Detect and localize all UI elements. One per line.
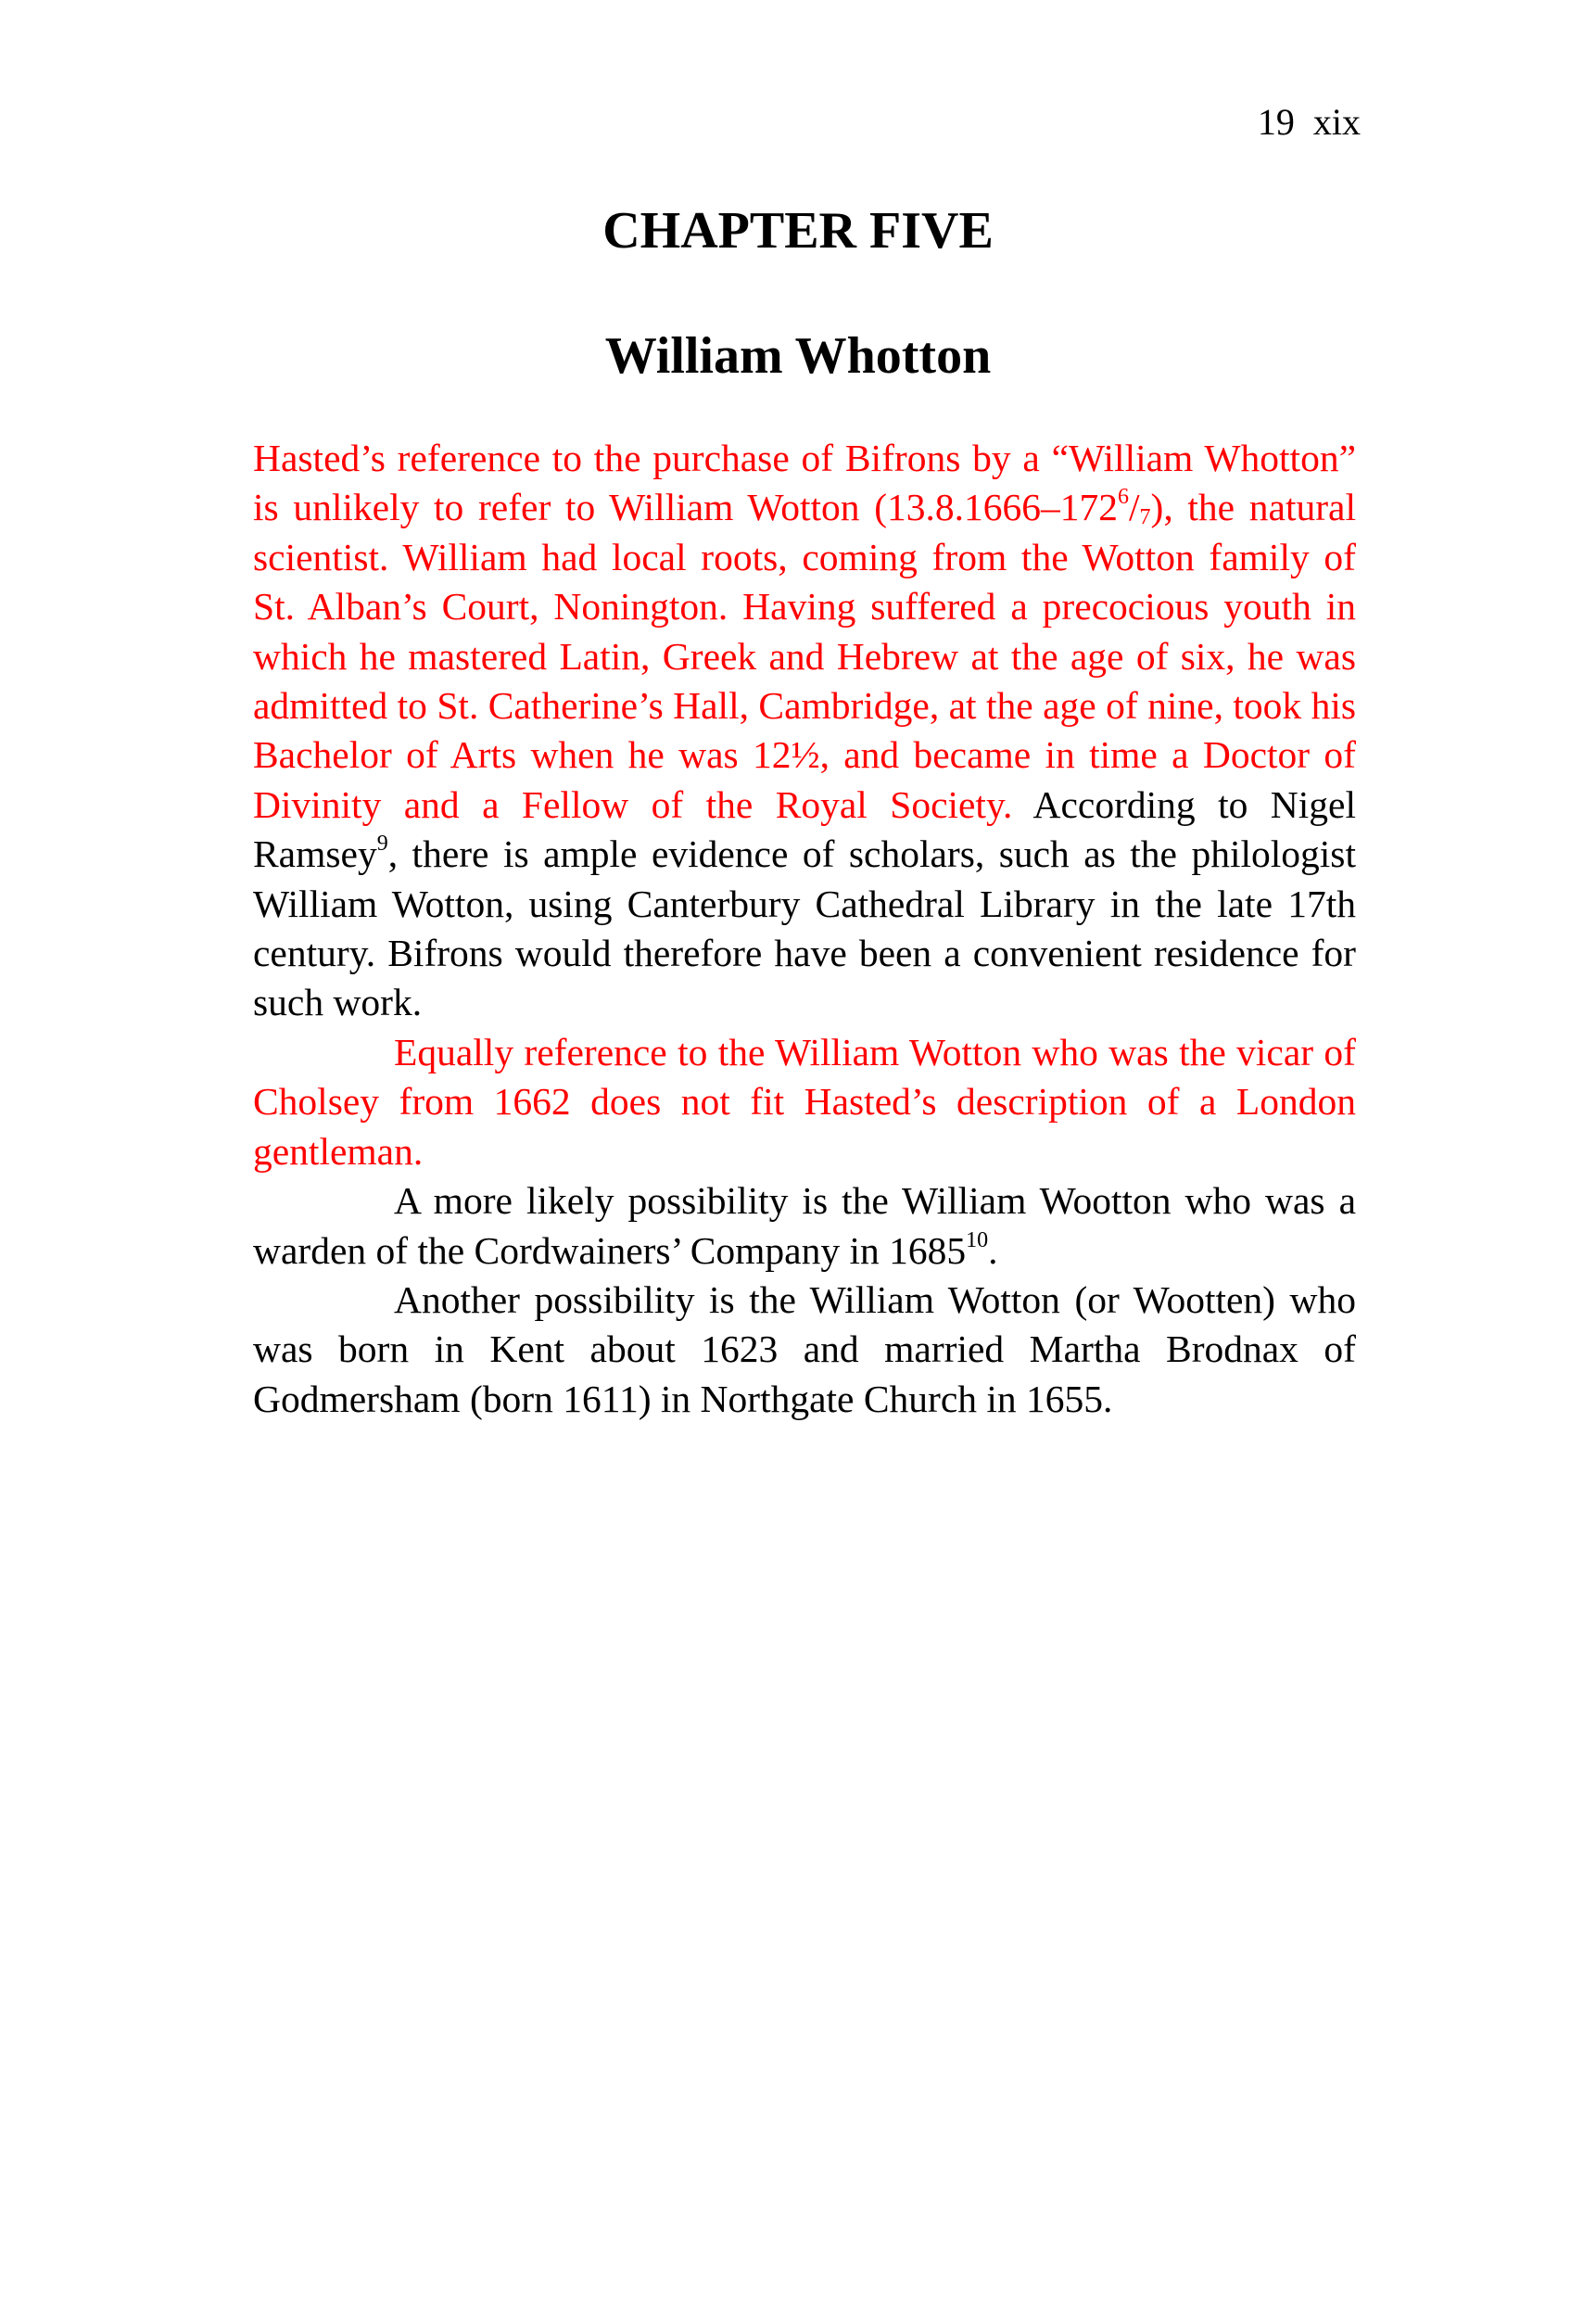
footnote-ref-10: 10 [966,1227,989,1252]
paragraph-3 [253,1176,1356,1276]
paragraph-1 [253,434,1356,1028]
chapter-title: CHAPTER FIVE [602,202,994,260]
paragraph-4: Another possibility is the William Wotton (or Wootten) who was born in Kent about 1623 and married Martha Brodnax of Godmersham (born 1611) in Northgate Church in 1655. [253,1277,1356,1420]
paragraph-1-red-text-a: Hasted’s reference to the purchase of Bifrons by a “William Whotton” is unlikely to refer to William Wotton (13.8.1666–172 [253,437,1356,529]
fraction-numerator: 6 [1118,485,1130,510]
fraction-slash: / [1129,486,1140,529]
footnote-ref-9: 9 [376,832,388,857]
paragraph-1-black-text-b: , there is ample evidence of scholars, such as the philologist William Wotton, using Canterbury Cathedral Library in the late 17th century. Bifrons would therefore have been a convenient residence for such work. [253,832,1356,1024]
paragraph-3-end: . [988,1228,998,1272]
paragraph-2: Equally reference to the William Wotton who was the vicar of Cholsey from 1662 does not fit Hasted’s description of a London gentleman. [253,1030,1356,1173]
fraction-denominator: 7 [1139,505,1151,530]
chapter-subtitle: William Whotton [604,327,992,385]
paragraph-1-red-text-b: ), the natural scientist. William had local roots, coming from the Wotton family of St. Alban’s Court, Nonington. Having suffered a precocious youth in which he mastered Latin, Greek and Hebrew at the age of six, he was admitted to St. Catherine’s Hall, Cambridge, at the age of nine, took his Bachelor of Arts when he was 12½, and became in time a Doctor of Divinity and a Fellow of the Royal Society. [253,486,1356,826]
paragraph-3-text: A more likely possibility is the William Wootton who was a warden of the Cordwainers’ Company in 1685 [253,1179,1356,1272]
paragraph-1-black-text-a: According to Nigel Ramsey [253,782,1356,876]
page-number: 19 xix [1257,101,1361,143]
body-text [253,434,1356,1424]
